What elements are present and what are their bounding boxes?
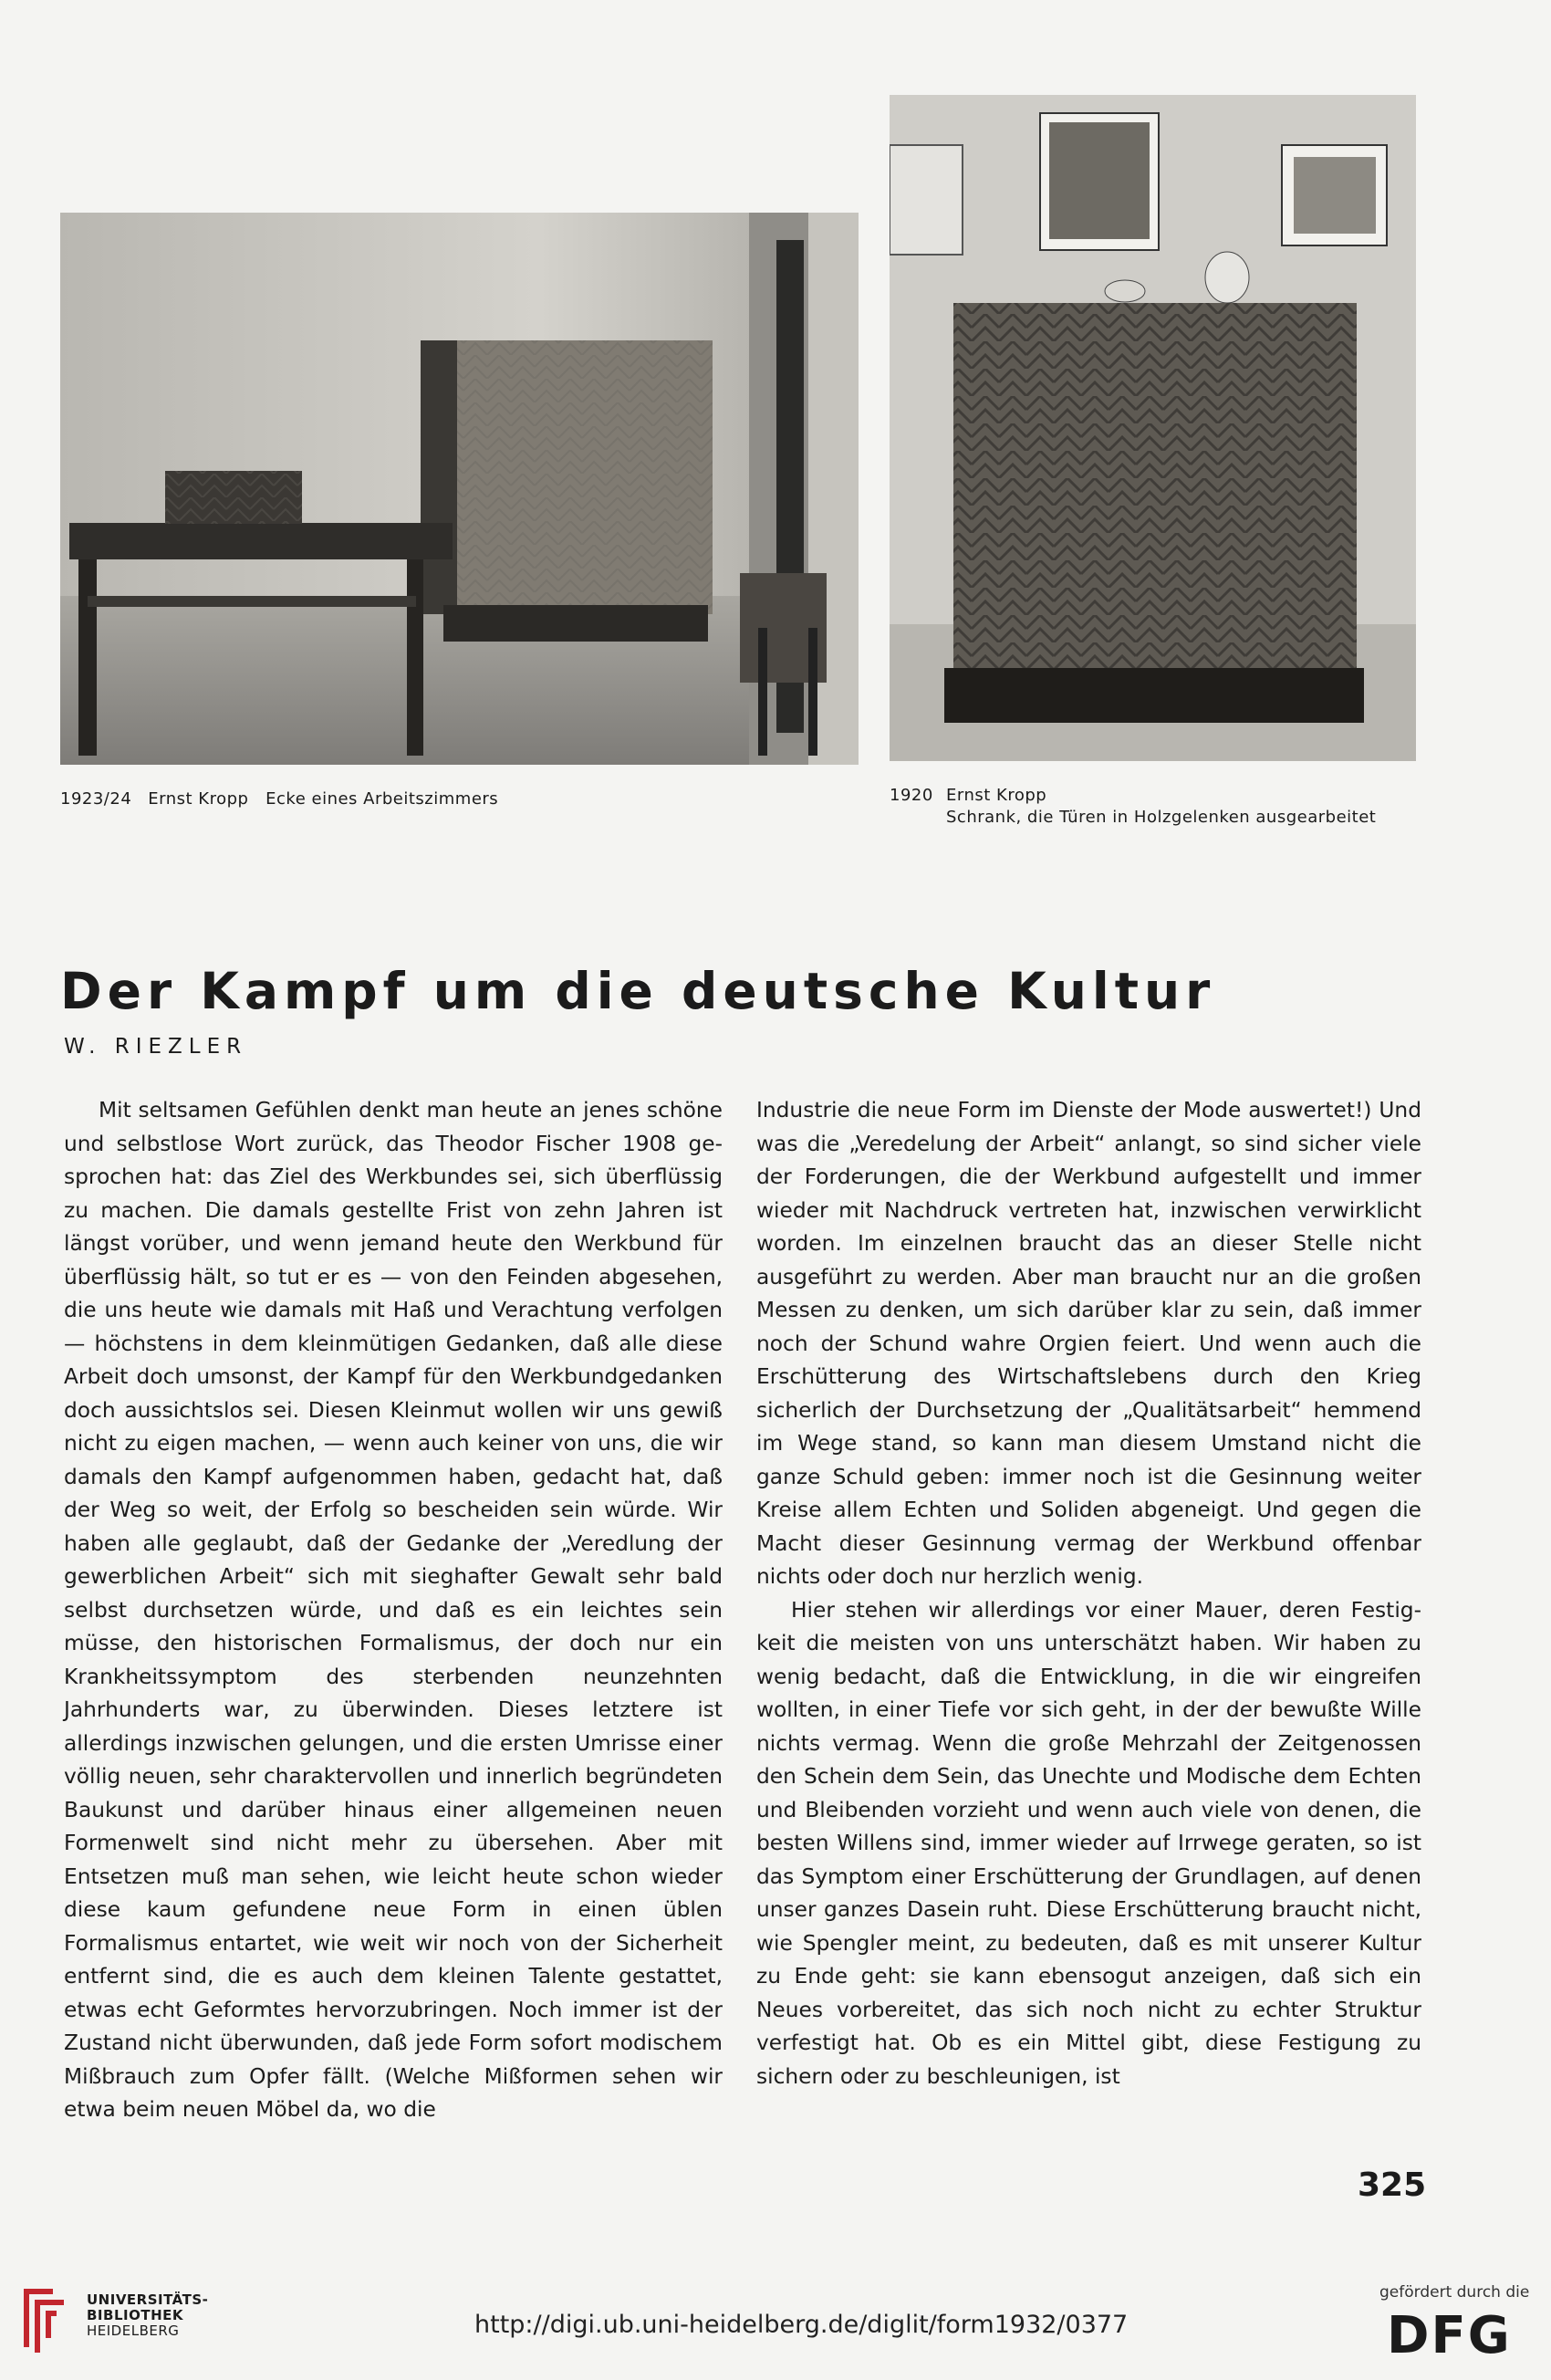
paragraph: Hier stehen wir allerdings vor einer Mauer, deren Festigkeit die meisten von uns unterschätzt haben. Wir haben zu wenig bedacht, daß die Entwicklung, in die wir eingreifen wollten, in einer Tiefe vor sich geht, in der der bewußte Wille nichts vermag. Wenn die große Mehrzahl der Zeitgenossen den Schein dem Sein, das Unechte und Modische dem Echten und Bleibenden vorzieht und wenn auch viele von denen, die besten Willens sind, immer wieder auf Irrwege geraten, so ist das Symptom einer Erschütterung der Grundlagen, auf denen unser ganzes Dasein ruht. Diese Erschütterung braucht nicht, wie Spengler meint, zu bedeuten, daß es mit unserer Kultur zu Ende geht: sie kann ebensogut anzeigen, daß sich ein Neues vorbereitet, das sich noch nicht zu echter Struktur verfestigt hat. Ob es ein Mittel gibt, diese Festigung zu sichern oder zu beschleunigen, ist [756,1597,1421,2089]
digital-library-link[interactable]: http://digi.ub.uni-heidelberg.de/diglit/form1932/0377 [474,2311,1129,2339]
library-line: UNIVERSITÄTS- [87,2291,209,2308]
article-author: W. RIEZLER [64,1035,248,1059]
caption-left-text: Ernst Kropp Ecke eines Arbeitszimmers [148,789,499,809]
caption-left [60,788,498,810]
caption-right-year: 1920 [890,786,933,805]
library-line: HEIDELBERG [87,2323,180,2339]
paragraph: Industrie die neue Form im Dienste der Mode auswertet!) Und was die „Veredelung der Arbeit“ anlangt, so sind sicher viele der Forderungen, die der Werkbund aufgestellt und immer wieder mit Nachdruck vertreten hat, inzwischen verwirklicht worden. Im einzelnen braucht das an dieser Stelle nicht ausgeführt zu werden. Aber man braucht nur an die großen Messen zu denken, um sich darüber klar zu sein, daß immer noch der Schund wahre Orgien feiert. Und wenn auch die Erschütterung des Wirtschaftslebens durch den Krieg sicherlich der Durchsetzung der „Qualitätsarbeit“ hemmend im Wege stand, so kann man diesem Umstand nicht die ganze Schuld geben: immer noch ist die Gesinnung weiter Kreise allem Echten und Soliden abgeneigt. Und gegen die Macht dieser Gesinnung vermag der Werkbund offenbar nichts oder doch nur herzlich wenig. [756,1098,1421,1589]
library-name [87,2292,208,2339]
caption-right-line1: Ernst Kropp [946,786,1047,805]
text-column-left [64,1094,723,2127]
page-number: 325 [1358,2166,1427,2204]
caption-right [890,785,1376,829]
article-title: Der Kampf um die deutsche Kultur [60,962,1216,1020]
library-line: BIBLIOTHEK [87,2307,183,2323]
paragraph: Mit seltsamen Gefühlen denkt man heute an jenes schöne und selbstlose Wort zurück, das Theodor Fischer 1908 gesprochen hat: das Ziel des Werkbundes sei, sich überflüssig zu machen. Die damals gestellte Frist von zehn Jahren ist längst vorüber, und wenn jemand heute den Werkbund für überflüssig hält, so tut er es — von den Feinden abgesehen, die uns heute wie damals mit Haß und Verachtung verfolgen — höchstens in dem kleinmütigen Gedanken, daß alle diese Arbeit doch umsonst, der Kampf für den Werkbundgedanken doch aussichtslos sei. Diesen Kleinmut wollen wir uns gewiß nicht zu eigen machen, — wenn auch keiner von uns, die wir damals den Kampf aufgenommen haben, gedacht hat, daß der Weg so weit, der Erfolg so bescheiden sein würde. Wir haben alle geglaubt, daß der Gedanke der „Veredlung der gewerblichen Arbeit“ sich mit sieghafter Gewalt sehr bald selbst durchsetzen würde, und daß es ein leichtes sein müsse, den historischen Formalismus, der doch nur ein Krankheitssymptom des sterbenden neunzehnten Jahrhunderts war, zu überwinden. Dieses letztere ist allerdings inzwischen gelungen, und die ersten Umrisse einer völlig neuen, sehr charaktervollen und innerlich begründeten Baukunst und darüber hinaus einer allgemeinen neuen Formenwelt sind nicht mehr zu übersehen. Aber mit Entsetzen muß man sehen, wie leicht heute schon wieder diese kaum gefundene neue Form in einen üblen Formalismus entartet, wie weit wir noch von der Sicherheit entfernt sind, die es auch dem kleinen Talente gestattet, etwas echt Geformtes hervorzubringen. Noch immer ist der Zustand nicht überwunden, daß jede Form sofort modischem Mißbrauch zum Opfer fällt. (Welche Mißformen sehen wir etwa beim neuen Möbel da, wo die [64,1098,723,2122]
caption-right-line2: Schrank, die Türen in Holzgelenken ausgearbeitet [946,808,1377,827]
text-column-right [756,1094,1421,2093]
caption-left-year: 1923/24 [60,789,132,809]
dfg-logo: DFG [1387,2306,1512,2365]
photo-study-corner [60,213,859,765]
cabinet-photo [890,95,1416,761]
ub-heidelberg-logo-icon [16,2283,71,2356]
funding-label: gefördert durch die [1379,2283,1530,2302]
photo-cabinet [890,95,1416,761]
study-room-photo [60,213,859,765]
